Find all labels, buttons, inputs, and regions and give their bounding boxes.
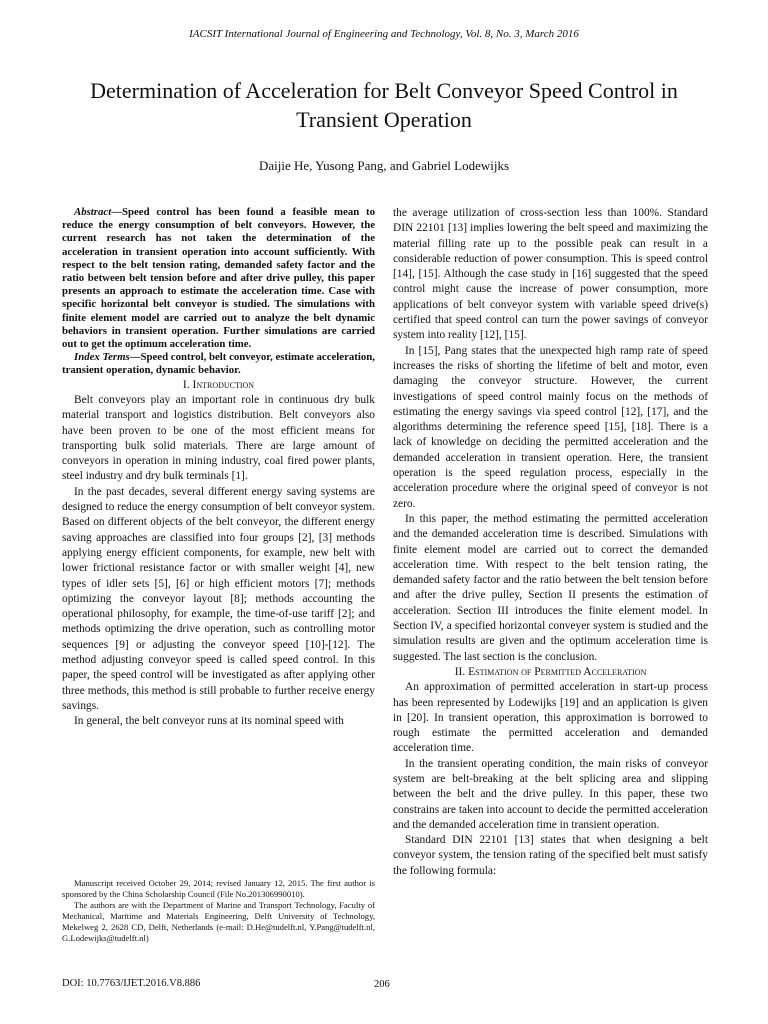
footnote-affiliation: The authors are with the Department of Marine and Transport Technology, Faculty of Mechanical, Maritime and Materials Engineering, Delft University of Technology, Mekelweg 2, 2628 CD, Delft, Netherlands (e-mail: D.He@tudelft.nl, Y.Pang@tudelft.nl, G.Lodewijks@tudelft.nl)	[62, 900, 375, 943]
index-terms-text: —Speed control, belt conveyor, estimate acceleration, transient operation, dynamic behavior.	[62, 351, 375, 377]
section-title: Introduction	[192, 378, 255, 391]
doi: DOI: 10.7763/IJET.2016.V8.886	[62, 978, 201, 989]
section-number: I.	[182, 378, 190, 391]
body-paragraph: Standard DIN 22101 [13] states that when designing a belt conveyor system, the tension rating of the specified belt must satisfy the following formula:	[393, 834, 708, 877]
body-paragraph: An approximation of permitted acceleration in start-up process has been represented by Lodewijks [19] and an application is given in [20]. In transient operation, this approximation is borrowed to rough estimate the permitted acceleration and demanded acceleration time.	[393, 681, 708, 755]
intro-paragraph: In general, the belt conveyor runs at its nominal speed with	[74, 715, 344, 728]
journal-header: IACSIT International Journal of Engineering and Technology, Vol. 8, No. 3, March 2016	[189, 28, 579, 40]
index-terms-label: Index Terms	[74, 351, 130, 364]
section-heading-introduction	[62, 378, 375, 393]
footnote-manuscript: Manuscript received October 29, 2014; revised January 12, 2015. The first author is sponsored by the China Scholarship Council (File No.201306990010).	[62, 878, 375, 899]
section-number: II.	[454, 665, 466, 678]
body-paragraph: the average utilization of cross-section less than 100%. Standard DIN 22101 [13] implies lowering the belt speed and maximizing the material filling rate up to the possible peak can result in a considerable reduction of power consumption. This is speed control [14], [15]. Although the case study in [16] suggested that the speed control might cause the increase of power consumption, more applications of belt conveyor system with variable speed drive(s) certified that speed control can turn the power savings of conveyor system into reality [12], [15].	[393, 207, 708, 342]
footnotes	[62, 878, 375, 944]
body-paragraph: In this paper, the method estimating the permitted acceleration and the demanded acceleration time is described. Simulations with finite element model are carried out to correct the demanded acceleration time. With respect to the belt tension rating, the demanded safety factor and the ratio between the belt tension before and after the drive pulley, Section II presents the estimation of acceleration. Section III introduces the finite element model. In Section IV, a specified horizontal conveyer system is studied and the simulation results are given and the optimum acceleration time is suggested. The last section is the conclusion.	[393, 512, 708, 663]
right-column	[393, 206, 708, 879]
section-heading-estimation	[393, 665, 708, 680]
body-paragraph: In [15], Pang states that the unexpected high ramp rate of speed increases the risks of shorting the lifetime of belt and motor, even damaging the conveyor structure. However, the current investigations of speed control mainly focus on the methods of estimating the energy savings via speed control [12], [17], and the algorithms determining the reference speed [15], [18]. There is a lack of knowledge on deciding the permitted acceleration and the demanded acceleration in transient operation. Here, the transient operation is the speed regulation process, especially in the acceleration procedure where the original speed of conveyor is not zero.	[393, 344, 708, 510]
author-list: Daijie He, Yusong Pang, and Gabriel Lodewijks	[258, 158, 510, 173]
abstract	[62, 206, 375, 351]
body-paragraph: In the transient operating condition, the main risks of conveyor system are belt-breaking at the belt splicing area and slipping between the belt and the drive pulley. In this paper, these two constrains are taken into account to decide the permitted acceleration and the demanded acceleration time in transient operation.	[393, 757, 708, 831]
left-column	[62, 206, 375, 729]
index-terms	[62, 351, 375, 377]
paper-title: Determination of Acceleration for Belt Conveyor Speed Control in Transient Operation	[90, 78, 678, 132]
intro-paragraph: In the past decades, several different energy saving systems are designed to reduce the energy consumption of belt conveyor system. Based on different objects of the belt conveyor, the different energy saving approaches are classified into four groups [2], [3] methods applying energy efficient components, for example, new belt with lower frictional resistance factor or with smaller weight [4], new types of idler sets [5], [6] or high efficient motors [7]; methods optimizing the conveyor layout [8]; methods accounting the operational philosophy, for example, the time-of-use tariff [2]; and methods optimizing the drive operation, such as controlling motor sequences [9] or adjusting the conveyor speed [10]-[12]. The method adjusting conveyor speed is called speed control. In this paper, the speed control will be investigated as after applying other three methods, this method is still probable to further receive energy savings.	[62, 485, 375, 712]
intro-paragraph: Belt conveyors play an important role in continuous dry bulk material transport and logistics distribution. Belt conveyors also have been proven to be one of the most efficient means for transporting bulk solid materials. There are large amount of conveyors in operation in mining industry, coal fired power plants, steel industry and dry bulk terminals [1].	[62, 393, 375, 483]
abstract-label: Abstract	[74, 206, 112, 218]
page-number: 206	[374, 979, 390, 990]
section-title: Estimation of Permitted Acceleration	[468, 665, 647, 678]
abstract-text: —Speed control has been found a feasible mean to reduce the energy consumption of belt conveyors. However, the current research has not taken the determination of the acceleration in transient operation into account sufficiently. With respect to the belt tension rating, demanded safety factor and the ratio between belt tension before and after drive pulley, this paper presents an approach to estimate the acceleration time. Case with specific horizontal belt conveyor is studied. The simulations with finite element model are carried out to analyze the belt dynamic behaviors in transient operation. Further simulations are carried out to get the optimum acceleration time.	[62, 206, 375, 351]
